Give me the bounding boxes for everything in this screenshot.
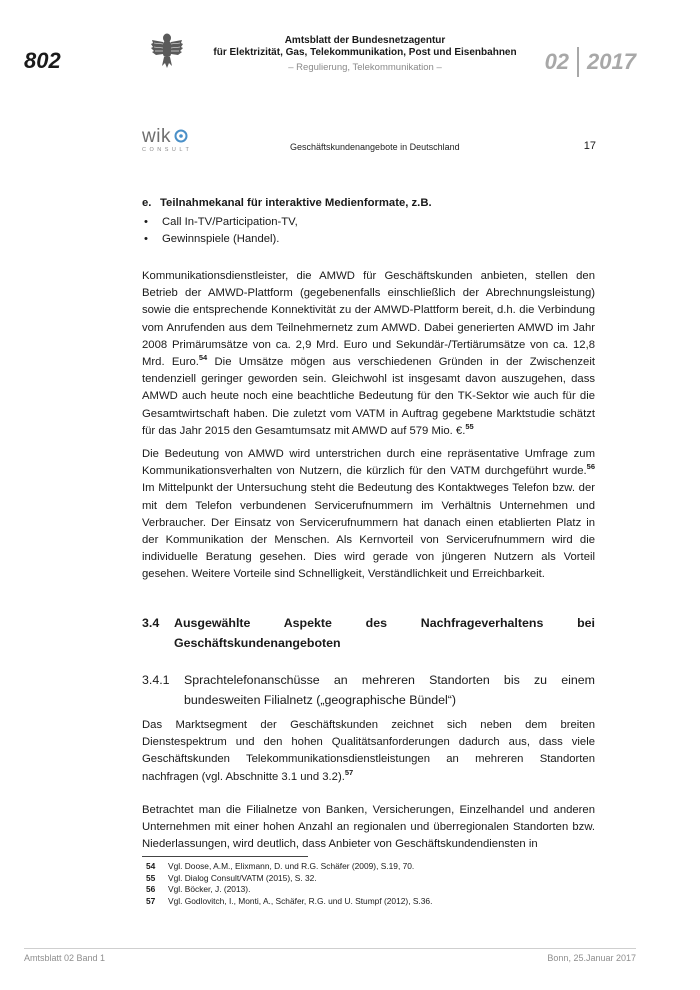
section-number: 3.4.1: [142, 673, 170, 687]
paragraph-business-segment: Das Marktsegment der Geschäftskunden zeichnet sich neben dem breiten Dienstespektrum und den hohen Qualitätsanforderungen dadurch aus, dass viele Geschäftskunden Telekommunikationsdienstleistungen an mehreren Standorten nachfragen (vgl. Abschnitte 3.1 und 3.2).$^{57}$: [142, 719, 595, 783]
heading-e: [142, 195, 595, 212]
section-number: 3.4: [142, 616, 160, 630]
bullet-icon: •: [144, 233, 148, 246]
footnote: 57 Vgl. Godlovitch, I., Monti, A., Schäfer, R.G. und U. Stumpf (2012), S.36.: [146, 895, 433, 906]
footnote: 56 Vgl. Böcker, J. (2013).: [146, 884, 251, 894]
list-item: • Gewinnspiele (Handel).: [142, 231, 595, 248]
heading-e-title: Teilnahmekanal für interaktive Medienformate, z.B.: [160, 197, 432, 209]
issue-divider: [577, 47, 579, 77]
issue-year: 2017: [587, 49, 636, 74]
footnote-ref: 57: [344, 767, 354, 777]
footer-divider: [24, 948, 636, 949]
federal-eagle-icon: [150, 30, 184, 70]
section-heading-3-4-1: [142, 670, 595, 710]
issue-number-month: 02: [544, 49, 570, 74]
issue-date: [545, 47, 636, 77]
bullet-list: [142, 214, 595, 248]
footnote: 55 Vgl. Dialog Consult/VATM (2015), S. 32.: [146, 872, 317, 883]
paragraph-amwd-significance: Die Bedeutung von AMWD wird unterstrichen durch eine repräsentative Umfrage zum Kommunikationsverhalten von Nutzern, die kürzlich für den VATM durchgeführt wurde.$^{56}$ Im Mittelpunkt der Untersuchung steht die Bedeutung des Kontaktweges Telefon bzw. der mit dem Telefon verbundenen Servicerufnummern im Verhältnis Unternehmen und Verbraucher. Der Einsatz von Servicerufnummern hat danach einen etablierten Platz in der Kommunikation der Menschen. Als Kernvorteil von Servicerufnummern wird die individuelle Beratung gesehen. Dies wird gerade von jüngeren Nutzern als Vorteil gesehen. Weitere Vorteile sind Schnelligkeit, Verständlichkeit und Erreichbarkeit.: [142, 448, 595, 581]
publisher-line-2: für Elektrizität, Gas, Telekommunikation, Post und Eisenbahnen: [213, 47, 517, 58]
footnote-ref: 55: [465, 422, 474, 432]
footnotes: [146, 861, 596, 907]
paragraph-branch-networks: Betrachtet man die Filialnetze von Banken, Versicherungen, Einzelhandel und anderen Unternehmen mit einer hohen Anzahl an regionalen und überregionalen Standorten bzw. Niederlassungen, wird deutlich, dass Anbieter von Geschäftskundendiensten in: [142, 804, 595, 851]
section-title: Ausgewählte Aspekte des Nachfrageverhaltens bei Geschäftskundenangeboten: [174, 616, 595, 650]
publisher-line-1: Amtsblatt der Bundesnetzagentur: [284, 35, 446, 46]
footnote: 54 Vgl. Doose, A.M., Elixmann, D. und R.G. Schäfer (2009), S.19, 70.: [146, 861, 415, 871]
wik-logo-word: wik: [142, 126, 171, 147]
doc-title: Geschäftskundenangebote in Deutschland: [290, 142, 460, 152]
footer-left: Amtsblatt 02 Band 1: [24, 953, 106, 963]
paragraph-amwd-providers: Kommunikationsdienstleister, die AMWD für Geschäftskunden anbieten, stellen den Betrieb der AMWD-Plattform (gegebenenfalls einschließlich der Abrechnungsleistung) sowie die entsprechende Konnektivität zu der AMWD-Plattform bereit, d.h. die Verbindung vom Anrufenden aus dem Teilnehmernetz zum AMWD. Dabei generierten AMWD im Jahr 2008 Primärumsätze von ca. 2,9 Mrd. Euro und Sekundär-/Tertiärumsätze von ca. 12,8 Mrd. Euro.$^{54}$ Die Umsätze mögen aus verschiedenen Gründen in der Zwischenzeit tendenziell geringer geworden sein. Gleichwohl ist insgesamt davon auszugehen, dass AMWD auch heute noch eine beachtliche Bedeutung für den TK-Sektor wie auch für die Gesamtwirtschaft haben. Die zuletzt vom VATM in Auftrag gegebene Marktstudie schätzt für das Jahr 2015 den Gesamtumsatz mit AMWD auf 579 Mio. €.$^{55}$: [142, 270, 595, 437]
footnote-ref: 56: [586, 462, 595, 472]
page-number: 17: [583, 140, 596, 152]
section-heading-3-4: [142, 613, 595, 653]
section-subtitle: – Regulierung, Telekommunikation –: [288, 62, 442, 73]
footnote-divider: [142, 856, 308, 857]
section-title: Sprachtelefonanschüsse an mehreren Standorten bis zu einem bundesweiten Filialnetz („geographische Bündel“): [184, 673, 595, 707]
wik-logo-mark-icon: [174, 129, 188, 143]
list-item: • Call In-TV/Participation-TV,: [142, 214, 595, 231]
issue-number: 802: [24, 48, 61, 73]
wik-logo-sub: CONSULT: [142, 147, 193, 153]
heading-e-label: e.: [142, 197, 152, 209]
footer-right: Bonn, 25.Januar 2017: [547, 953, 636, 963]
bullet-icon: •: [144, 216, 148, 228]
footnote-ref: 54: [198, 353, 208, 363]
